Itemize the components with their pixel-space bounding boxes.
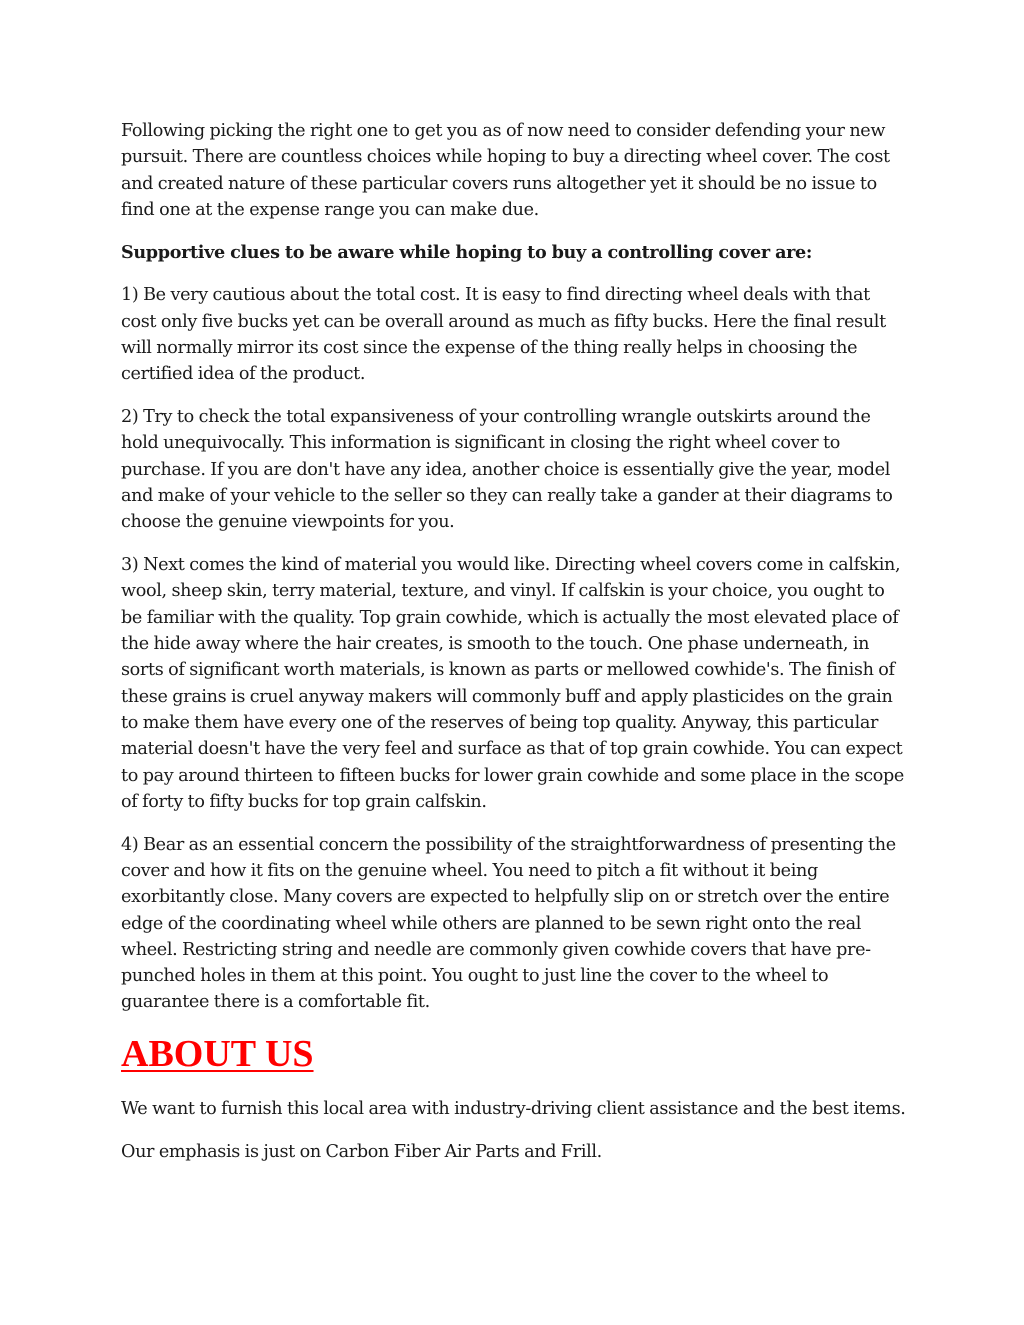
tip-paragraph-1: 1) Be very cautious about the total cost. It is easy to find directing wheel deals with that cost only five bucks yet can be overall around as much as fifty bucks. Here the final result will normally mirror its cost since the expense of the thing really helps in choosing the certified idea of the product. — [121, 285, 886, 385]
tips-heading: Supportive clues to be aware while hoping to buy a controlling cover are: — [121, 241, 813, 263]
about-paragraph-1: We want to furnish this local area with industry-driving client assistance and the best items. — [121, 1099, 906, 1120]
tip-paragraph-3: 3) Next comes the kind of material you would like. Directing wheel covers come in calfskin, wool, sheep skin, terry material, texture, and vinyl. If calfskin is your choice, you ought to be familiar with the quality. Top grain cowhide, which is actually the most elevated place of the hide away where the hair creates, is smooth to the touch. One phase underneath, in sorts of significant worth materials, is known as parts or mellowed cowhide's. The finish of these grains is cruel anyway makers will commonly buff and apply plasticides on the grain to make them have every one of the reserves of being top quality. Anyway, this particular material doesn't have the very feel and surface as that of top grain cowhide. You can expect to pay around thirteen to fifteen bucks for lower grain cowhide and some place in the scope of forty to fifty bucks for top grain calfskin. — [121, 555, 904, 812]
tip-paragraph-4: 4) Bear as an essential concern the possibility of the straightforwardness of presenting the cover and how it fits on the genuine wheel. You need to pitch a fit without it being exorbitantly close. Many covers are expected to helpfully slip on or stretch over the entire edge of the coordinating wheel while others are planned to be sewn right onto the real wheel. Restricting string and needle are commonly given cowhide covers that have pre-punched holes in them at this point. You ought to just line the cover to the wheel to guarantee there is a comfortable fit. — [121, 834, 896, 1013]
about-us-heading: ABOUT US — [121, 1033, 314, 1076]
about-paragraph-2: Our emphasis is just on Carbon Fiber Air Parts and Frill. — [121, 1142, 602, 1162]
intro-paragraph: Following picking the right one to get you as of now need to consider defending your new pursuit. There are countless choices while hoping to buy a directing wheel cover. The cost and created nature of these particular covers runs altogether yet it should be no issue to find one at the expense range you can make due. — [121, 121, 890, 220]
tip-paragraph-2: 2) Try to check the total expansiveness of your controlling wrangle outskirts around the hold unequivocally. This information is significant in closing the right wheel cover to purchase. If you are don't have any idea, another choice is essentially give the year, model and make of your vehicle to the seller so they can really take a gander at their diagrams to choose the genuine viewpoints for you. — [121, 407, 893, 533]
document-page — [121, 118, 907, 1182]
